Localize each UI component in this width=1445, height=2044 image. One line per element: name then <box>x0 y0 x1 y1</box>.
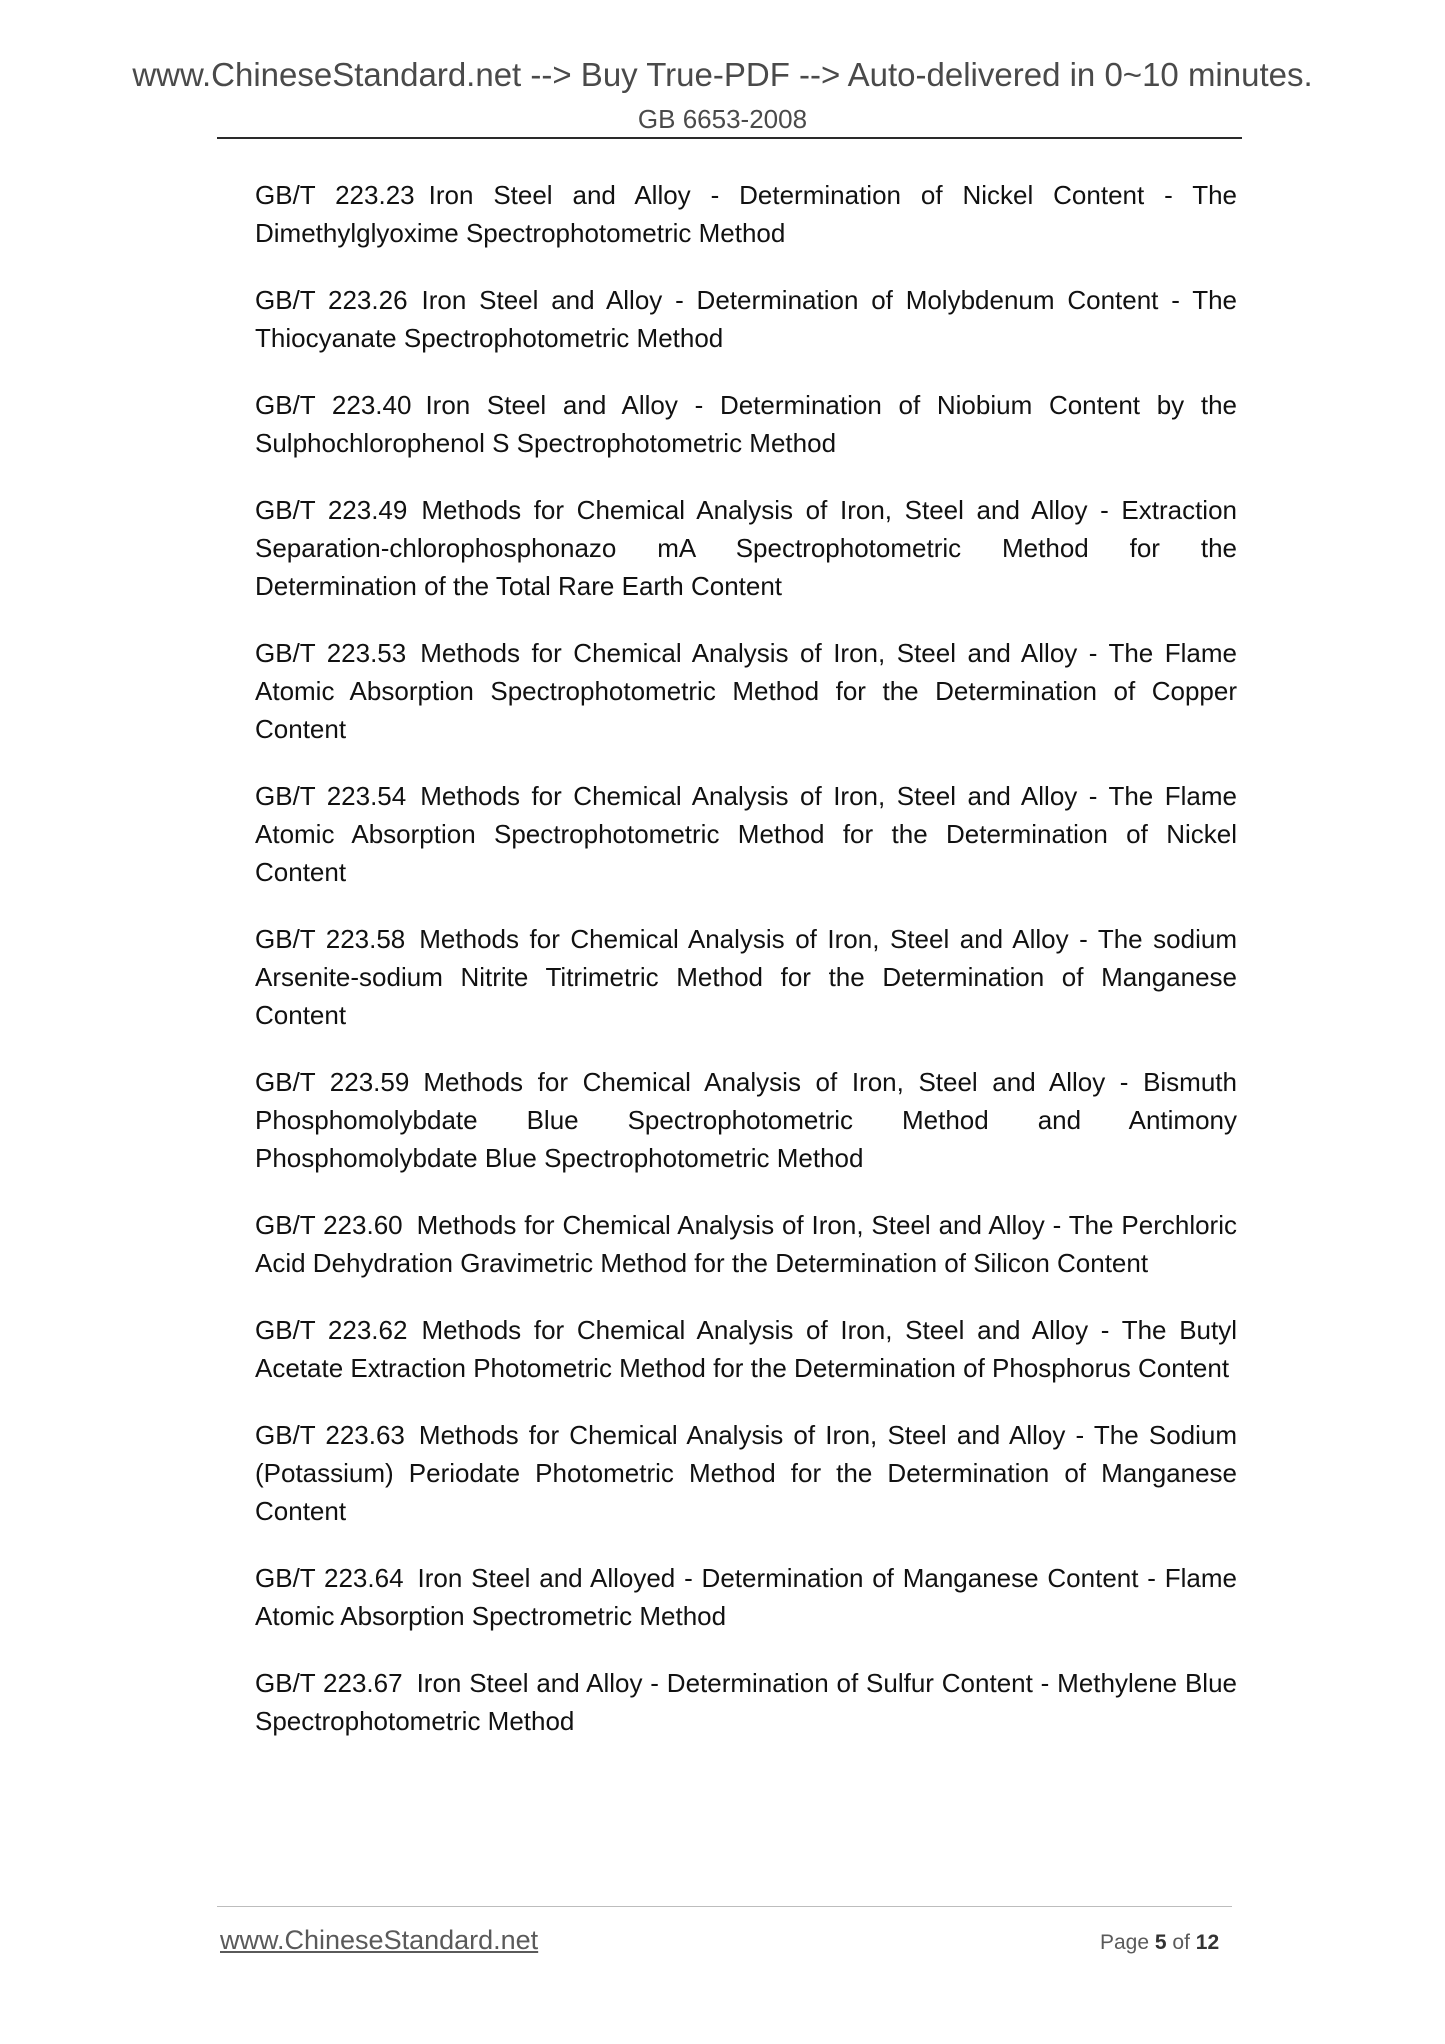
standard-code: GB/T 223.26 <box>255 285 408 315</box>
footer-website-link[interactable]: www.ChineseStandard.net <box>220 1925 539 1955</box>
page-label: Page <box>1100 1931 1150 1954</box>
list-item <box>255 1311 1237 1387</box>
list-item <box>255 1664 1237 1740</box>
standard-title: Iron Steel and Alloy - Determination of Niobium Content by the Sulphochlorophenol S Spectrophotometric Method <box>255 390 1238 458</box>
standard-code: GB/T 223.58 <box>255 924 406 954</box>
header-banner: www.ChineseStandard.net --> Buy True-PDF --> Auto-delivered in 0~10 minutes. <box>132 56 1313 93</box>
standard-code: GB/T 223.54 <box>255 781 407 811</box>
list-item <box>255 1416 1237 1530</box>
standard-code: GB/T 223.40 <box>255 390 412 420</box>
page-number <box>1100 1931 1219 1955</box>
standards-list <box>255 176 1237 1769</box>
standard-title: Methods for Chemical Analysis of Iron, Steel and Alloy - Bismuth Phosphomolybdate Blue Spectrophotometric Method and Antimony Phosphomolybdate Blue Spectrophotometric Method <box>255 1067 1237 1173</box>
page-total: 12 <box>1195 1931 1220 1954</box>
list-item <box>255 491 1237 605</box>
standard-code: GB/T 223.23 <box>255 180 415 210</box>
standard-code: GB/T 223.67 <box>255 1668 403 1698</box>
standard-title: Methods for Chemical Analysis of Iron, Steel and Alloy - The sodium Arsenite-sodium Nitrite Titrimetric Method for the Determination of Manganese Content <box>255 924 1237 1030</box>
standard-code: GB/T 223.53 <box>255 638 407 668</box>
standard-code: GB/T 223.59 <box>255 1067 410 1097</box>
standard-title: Iron Steel and Alloy - Determination of Molybdenum Content - The Thiocyanate Spectrophotometric Method <box>255 285 1237 353</box>
list-item <box>255 176 1237 252</box>
list-item <box>255 777 1237 891</box>
page-of-label: of <box>1172 1931 1190 1954</box>
list-item <box>255 386 1237 462</box>
standard-code: GB/T 223.64 <box>255 1563 404 1593</box>
header-divider <box>217 137 1242 139</box>
standard-title: Methods for Chemical Analysis of Iron, Steel and Alloy - The Flame Atomic Absorption Spectrophotometric Method for the Determination of Copper Content <box>255 638 1237 744</box>
standard-title: Iron Steel and Alloy - Determination of Nickel Content - The Dimethylglyoxime Spectrophotometric Method <box>255 180 1237 248</box>
standard-title: Methods for Chemical Analysis of Iron, Steel and Alloy - The Butyl Acetate Extraction Photometric Method for the Determination of Phosphorus Content <box>255 1315 1237 1383</box>
footer-divider <box>217 1906 1232 1907</box>
standard-code: GB/T 223.49 <box>255 495 408 525</box>
list-item <box>255 1206 1237 1282</box>
standard-title: Methods for Chemical Analysis of Iron, Steel and Alloy - Extraction Separation-chlorophosphonazo mA Spectrophotometric Method for the Determination of the Total Rare Earth Content <box>255 495 1237 601</box>
standard-code: GB/T 223.63 <box>255 1420 405 1450</box>
list-item <box>255 281 1237 357</box>
standard-title: Iron Steel and Alloy - Determination of Sulfur Content - Methylene Blue Spectrophotometric Method <box>255 1668 1238 1736</box>
standard-title: Methods for Chemical Analysis of Iron, Steel and Alloy - The Sodium (Potassium) Periodate Photometric Method for the Determination of Manganese Content <box>255 1420 1238 1526</box>
list-item <box>255 920 1237 1034</box>
standard-title: Methods for Chemical Analysis of Iron, Steel and Alloy - The Flame Atomic Absorption Spectrophotometric Method for the Determination of Nickel Content <box>255 781 1237 887</box>
standard-title: Methods for Chemical Analysis of Iron, Steel and Alloy - The Perchloric Acid Dehydration Gravimetric Method for the Determination of Silicon Content <box>255 1210 1237 1278</box>
page-current: 5 <box>1154 1931 1167 1954</box>
list-item <box>255 1559 1237 1635</box>
standard-title: Iron Steel and Alloyed - Determination of Manganese Content - Flame Atomic Absorption Spectrometric Method <box>255 1563 1237 1631</box>
list-item <box>255 634 1237 748</box>
standard-code: GB/T 223.60 <box>255 1210 403 1240</box>
document-code: GB 6653-2008 <box>637 104 808 134</box>
standard-code: GB/T 223.62 <box>255 1315 408 1345</box>
list-item <box>255 1063 1237 1177</box>
